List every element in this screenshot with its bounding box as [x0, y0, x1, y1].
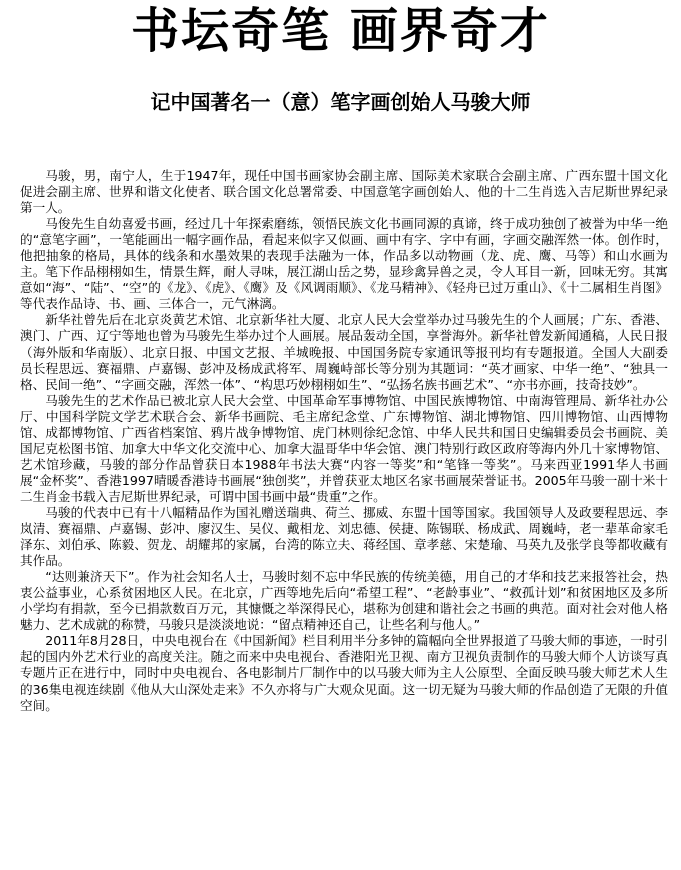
paragraph-state-gifts: 马骏的代表中已有十八幅精品作为国礼赠送瑞典、荷兰、挪威、东盟十国等国家。我国领导人及政要程思远、李岚清、赛福鼎、卢嘉锡、彭冲、廖汉生、吴仪、戴相龙、刘忠德、侯捷、陈锡联、杨成武、周巍峙，老一辈革命家毛泽东、刘伯承、陈毅、贺龙、胡耀邦的家属，台湾的陈立夫、蒋经国、章孝慈、宋楚瑜、马英九及张学良等都收藏有其作品。 — [20, 504, 668, 569]
paragraph-exhibitions: 新华社曾先后在北京炎黄艺术馆、北京新华社大厦、北京人民大会堂举办过马骏先生的个人画展；广东、香港、澳门、广西、辽宁等地也曾为马骏先生举办过个人画展。展品轰动全国，享誉海外。新华社曾发新闻通稿，人民日报（海外版和华南版）、北京日报、中国文艺报、羊城晚报、中国国务院专家通讯等报刊均有专题报道。全国人大副委员长程思远、赛福鼎、卢嘉锡、彭冲及杨成武将军、周巍峙部长等分别为其题词：“英才画家、中华一绝”、“独具一格、民间一绝”、“字画交融，浑然一体”、“构思巧妙栩栩如生”、“弘扬名族书画艺术”、“亦书亦画，技奇技妙”。 — [20, 312, 668, 392]
paragraph-media: 2011年8月28日，中央电视台在《中国新闻》栏目利用半分多钟的篇幅向全世界报道了马骏大师的事迹，一时引起的国内外艺术行业的高度关注。随之而来中央电视台、香港阳光卫视、南方卫视负责制作的马骏大师个人访谈写真专题片正在进行中，同时中央电视台、各电影制片厂制作中的以马骏大师为主人公原型、全面反映马骏大师艺术人生的36集电视连续剧《他从大山深处走来》不久亦将与广大观众见面。这一切无疑为马骏大师的作品创造了无限的升值空间。 — [20, 633, 668, 713]
article-subtitle: 记中国著名一（意）笔字画创始人马骏大师 — [150, 90, 531, 114]
paragraph-collections: 马骏先生的艺术作品已被北京人民大会堂、中国革命军事博物馆、中国民族博物馆、中南海管理局、新华社办公厅、中国科学院文学艺术联合会、新华书画院、毛主席纪念堂、广东博物馆、湖北博物馆、四川博物馆、山西博物馆、成都博物馆、广西省档案馆、鸦片战争博物馆、虎门林则徐纪念馆、中华人民共和国日史编辑委员会书画院、美国尼克松图书馆、加拿大中华文化交流中心、加拿大温哥华中华会馆、澳门特别行政区政府等海内外几十家博物馆、艺术馆珍藏，马骏的部分作品曾获日本1988年书法大赛“内容一等奖”和“笔锋一等奖”。马来西亚1991华人书画展“金杯奖”、香港1997晴暖香港诗书画展“独创奖”，并曾获亚太地区名家书画展荣誉证书。2005年马骏一副十米十二生肖金书载入吉尼斯世界纪录，可谓中国书画中最“贵重”之作。 — [20, 392, 668, 504]
paragraph-art-style: 马俊先生自幼喜爱书画，经过几十年探索磨练，领悟民族文化书画同源的真谛，终于成功独创了被誉为中华一绝的“意笔字画”，一笔能画出一幅字画作品，看起来似字又似画、画中有字、字中有画，字画交融浑然一体。创作时，他把抽象的格局，具体的线条和水墨效果的表现手法融为一体，作品多以动物画（龙、虎、鹰、马等）和山水画为主。笔下作品栩栩如生，情景生辉，耐人寻味，展江湖山岳之势，显珍禽异兽之灵，令人耳目一新，回味无穷。其寓意如“海”、“陆”、“空”的《龙》、《虎》、《鹰》及《风调雨顺》、《龙马精神》、《轻舟已过万重山》、《十二属相生肖图》等代表作品诗、书、画、三体合一，元气淋漓。 — [20, 216, 668, 312]
article-body — [20, 168, 668, 714]
article-title: 书坛奇笔 画界奇才 — [131, 3, 550, 59]
paragraph-charity: “达则兼济天下”。作为社会知名人士，马骏时刻不忘中华民族的传统美德，用自己的才华和技艺来报答社会，热衷公益事业，心系贫困地区人民。在北京，广西等地先后向“希望工程”、“老龄事业”、“救孤计划”和贫困地区及多所小学均有捐款，至今已捐款数百万元，其慷慨之举深得民心，堪称为创建和谐社会之书画的典范。面对社会对他人格魅力、艺术成就的称赞，马骏只是淡淡地说：“留点精神还自己，让些名利与他人。” — [20, 569, 668, 633]
paragraph-intro: 马骏，男，南宁人，生于1947年，现任中国书画家协会副主席、国际美术家联合会副主席、广西东盟十国文化促进会副主席、世界和谐文化使者、联合国文化总署常委、中国意笔字画创始人、他的十二生肖选入吉尼斯世界纪录第一人。 — [20, 168, 668, 216]
